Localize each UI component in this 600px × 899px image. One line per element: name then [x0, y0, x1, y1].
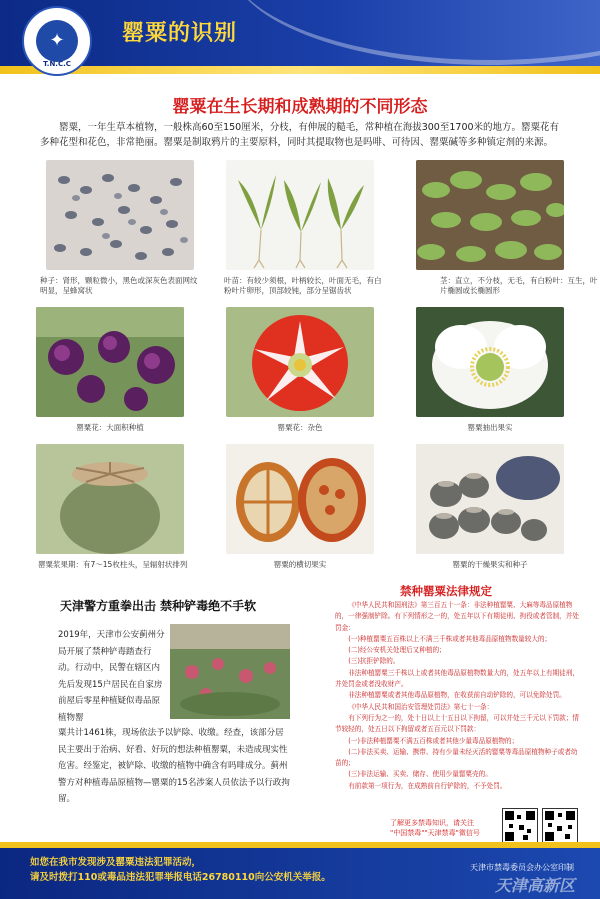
watermark: 天津高新区 [495, 876, 576, 895]
dried-capsules-illustration [416, 444, 564, 554]
news-photo-illustration [170, 624, 290, 719]
photo-capsule [36, 444, 184, 554]
red-flower-illustration [226, 307, 374, 417]
law-paragraph: (一)非法种植罂粟不满五百株或者其他少量毒品原植物的； [348, 736, 519, 745]
qr-code-tianjin[interactable] [542, 808, 578, 844]
wechat-notice [390, 818, 480, 838]
logo-emblem [36, 20, 78, 62]
seeds-illustration [46, 160, 194, 270]
news-title: 天津警方重拳出击 禁种铲毒绝不手软 [60, 599, 257, 613]
footer-org: 天津市禁毒委员会办公室印制 [470, 863, 574, 872]
caption-red-flower: 罂粟花：杂色 [277, 423, 323, 432]
stems-illustration [416, 160, 564, 270]
caption-white-flower: 罂粟抽出果实 [467, 423, 513, 432]
caption-seedlings: 叶苗：有较少须根，叶柄较长，叶面无毛，有白粉叶片卵形，顶部较钝，部分呈锯齿状 [224, 276, 382, 295]
white-flower-illustration [416, 307, 564, 417]
photo-white-flower [416, 307, 564, 417]
photo-dried-capsules [416, 444, 564, 554]
eagle-icon: ✦ [49, 30, 65, 51]
logo-abbr: T.N.C.C [43, 60, 71, 68]
law-paragraph: (一)种植罂粟五百株以上不满三千株或者其他毒品原植物数量较大的； [348, 634, 552, 643]
commission-logo [22, 6, 92, 76]
law-paragraph: (三)非法运输、买卖、储存、使用少量罂粟壳的。 [348, 770, 492, 779]
notice-line2: "中国禁毒""天津禁毒"微信号 [390, 829, 480, 837]
law-paragraph: 有前款第一项行为，在成熟前自行铲除的，不予处罚。 [348, 781, 507, 790]
photo-seedlings [226, 160, 374, 270]
header-arc-decoration [230, 0, 600, 65]
law-paragraph: (三)抗拒铲除的。 [348, 657, 400, 666]
header-title: 罂粟的识别 [122, 21, 238, 46]
photo-purple-flowers [36, 307, 184, 417]
photo-stems [416, 160, 564, 270]
caption-purple-flowers: 罂粟花：大面积种植 [76, 423, 144, 432]
header-gold-stripe [0, 66, 600, 74]
caption-capsule: 罂粟浆果期：有7～15枚柱头，呈辐射状排列 [38, 560, 188, 569]
seedlings-illustration [226, 160, 374, 270]
qr-code-china[interactable] [502, 808, 538, 844]
footer-line2: 请及时拨打110或毒品违法犯罪举报电话26780110向公安机关举报。 [30, 872, 331, 883]
photo-red-flower [226, 307, 374, 417]
news-text-top: 2019年，天津市公安蓟州分局开展了禁种铲毒踏查行动。行动中，民警在辖区内先后发现15户居民在自家房前屋后零星种植疑似毒品原植物罂 [58, 630, 165, 723]
law-text [335, 600, 579, 792]
main-title: 罂粟在生长期和成熟期的不同形态 [172, 97, 428, 117]
capsule-illustration [36, 444, 184, 554]
notice-line1: 了解更多禁毒知识，请关注 [390, 819, 474, 827]
law-paragraph: 非法种植罂粟三千株以上或者其他毒品原植物数量大的，处五年以上有期徒刑，并处罚金或者没收财产。 [335, 668, 579, 689]
law-paragraph: 非法种植罂粟或者其他毒品原植物，在收获前自动铲除的，可以免除处罚。 [348, 691, 566, 700]
photo-cross-section [226, 444, 374, 554]
caption-stems: 茎：直立，不分枝，无毛，有白粉叶：互生，叶片椭圆或长椭圆形 [440, 276, 598, 295]
news-photo [170, 624, 290, 719]
law-paragraph: (二)经公安机关处理后又种植的； [348, 646, 446, 655]
intro-paragraph: 罂粟，一年生草本植物，一般株高60至150厘米，分枝，有伸展的糙毛，常种植在海拔300至1700米的地方。罂粟花有多种花型和花色，非常艳丽。罂粟是制取鸦片的主要原料，同时其提取物也是吗啡、可待因、罂粟碱等多种镇定剂的来源。 [40, 122, 560, 148]
caption-dried-capsules: 罂粟的干燥果实和种子 [452, 560, 528, 569]
purple-flowers-illustration [36, 307, 184, 417]
law-paragraph: 《中华人民共和国治安管理处罚法》第七十一条： [348, 702, 494, 711]
law-paragraph: 《中华人民共和国刑法》第三百五十一条：非法种植罂粟、大麻等毒品原植物的，一律强制铲除。有下列情形之一的，处五年以下有期徒刑、拘役或者管制，并处罚金： [335, 601, 579, 632]
caption-cross-section: 罂粟的横切果实 [273, 560, 327, 569]
cross-section-illustration [226, 444, 374, 554]
footer-report-text [30, 855, 331, 885]
news-text-bottom: 粟共计1461株，现场依法予以铲除、收缴。经查，该部分居民主要出于治病、好看、好玩的想法种植罂粟，未造成现实性危害。经鉴定，被铲除、收缴的植物中确含有吗啡成分。蓟州警方对种植毒品原植物—罂粟的15名涉案人员依法予以行政拘留。 [58, 728, 290, 804]
qr-code-icon [543, 809, 577, 843]
qr-code-icon [503, 809, 537, 843]
caption-seeds: 种子：肾形，颗粒微小，黑色或深灰色表面网纹明显，呈蜂窝状 [40, 276, 198, 295]
photo-seeds [46, 160, 194, 270]
law-paragraph: (二)非法买卖、运输、携带、持有少量未经灭活的罂粟等毒品原植物种子或者幼苗的； [335, 747, 578, 768]
footer-line1: 如您在我市发现涉及罂粟违法犯罪活动， [30, 857, 202, 868]
law-title: 禁种罂粟法律规定 [400, 584, 492, 598]
law-paragraph: 有下列行为之一的，处十日以上十五日以下拘留，可以并处三千元以下罚款；情节较轻的，处五日以下拘留或者五百元以下罚款： [335, 713, 579, 734]
